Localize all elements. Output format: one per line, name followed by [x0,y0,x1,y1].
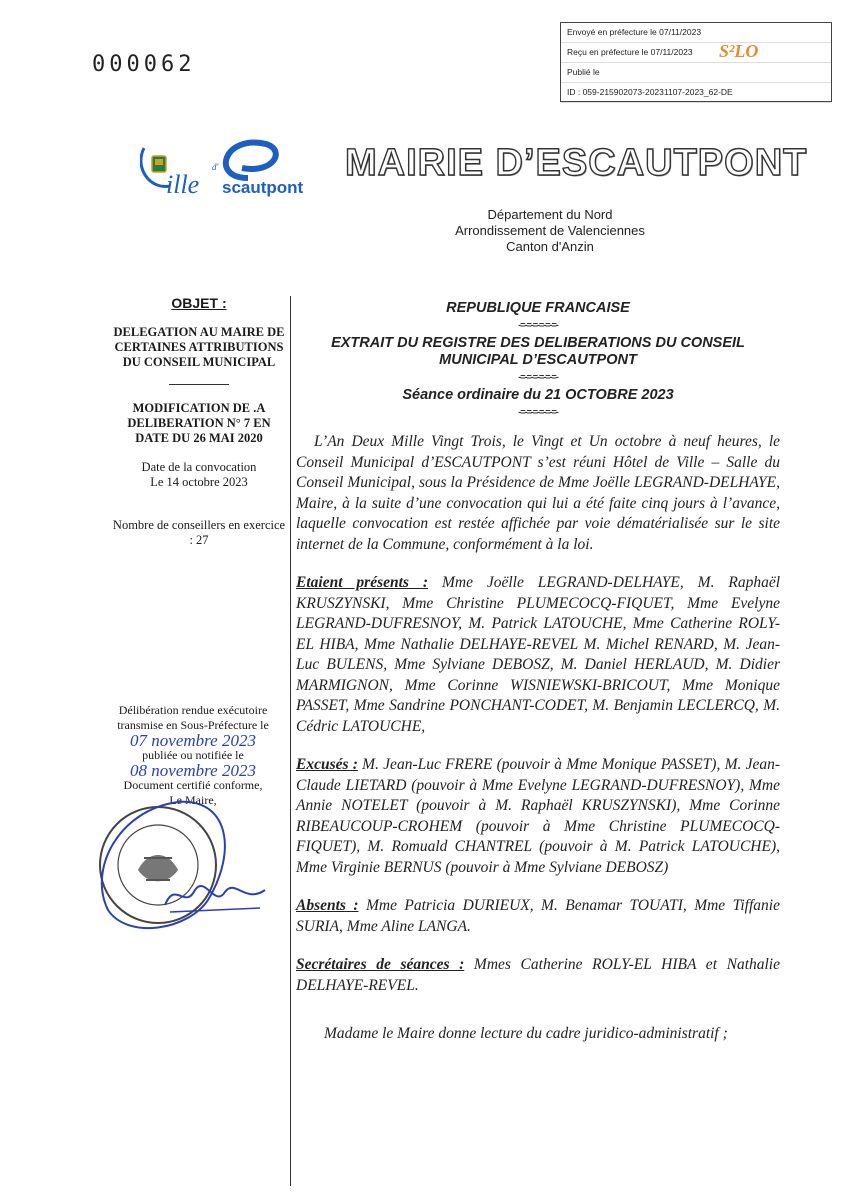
stamp-line-3: publiée ou notifiée le [142,748,244,762]
dept-line-3: Canton d'Anzin [506,239,594,254]
separator-3: -=-=-=-=-=-=- [518,407,558,417]
absents-text: Mme Patricia DURIEUX, M. Benamar TOUATI, Mme Tiffanie SURIA, Mme Aline LANGA. [296,897,780,935]
separator-1: -=-=-=-=-=-=- [518,320,558,330]
svg-text:ille: ille [166,170,200,199]
convocation-label: Date de la convocation [141,460,257,474]
intro-paragraph: L’An Deux Mille Vingt Trois, le Vingt et Un octobre à neuf heures, le Conseil Municipal d’ESCAUTPONT s’est réuni Hôtel de Ville – Salle du Conseil Municipal, sous la Présidence de Mme Joëlle LEGRAND-DELHAYE, Maire, à la suite d’une convocation qui lui a été faite cinq jours à l’avance, laquelle convocation est restée affichée par voie dématérialisée sur le site internet de la Commune, conformément à la loi. [296,433,780,553]
svg-text:d': d' [212,162,219,172]
extrait-heading: EXTRAIT DU REGISTRE DES DELIBERATIONS DU CONSEIL MUNICIPAL D’ESCAUTPONT [331,335,745,368]
secretaires-text: Mmes Catherine ROLY-EL HIBA et Nathalie DELHAYE-REVEL. [296,956,780,994]
left-separator [169,384,229,385]
closing-paragraph: Madame le Maire donne lecture du cadre juridico-administratif ; [324,1025,728,1042]
stamp-line-4: Document certifié conforme, [123,778,263,792]
secretaires-paragraph [296,955,780,996]
excuses-paragraph [296,755,780,878]
secretaires-label: Secrétaires de séances : [296,956,465,973]
department-block [420,207,680,255]
svg-text:scautpont: scautpont [222,178,304,197]
escautpont-logo [140,138,320,210]
objet-label: OBJET : [171,295,227,311]
republique-heading: REPUBLIQUE FRANCAISE [446,300,630,316]
dept-line-2: Arrondissement de Valenciennes [455,223,645,238]
stamp-received: Reçu en préfecture le 07/11/2023 [561,43,831,63]
stamp-line-1: Délibération rendue exécutoire [118,703,268,717]
seance-heading: Séance ordinaire du 21 OCTOBRE 2023 [402,387,674,403]
document-number: 000062 [92,52,196,77]
dept-line-1: Département du Nord [487,207,613,222]
presents-label: Etaient présents : [296,574,429,591]
handwritten-date-2: 08 novembre 2023 [130,761,256,780]
presents-text: Mme Joëlle LEGRAND-DELHAYE, M. Raphaël KRUSZYNSKI, Mme Christine PLUMECOCQ-FIQUET, Mme Evelyne LEGRAND-DUFRESNOY, M. Patrick LATOUCHE, Mme Catherine ROLY-EL HIBA, Mme Nathalie DELHAYE-REVEL M. Michel RENARD, M. Jean-Luc BULENS, Mme Sylviane DEBOSZ, M. Daniel HERLAUD, M. Didier MARMIGNON, Mme Corinne WISNIEWSKI-BRICOUT, Mme Monique PASSET, Mme Sandrine PONCHANT-CODET, M. Benjamin LECLERCQ, M. Cédric LATOUCHE, [296,574,781,735]
convocation-date: Le 14 octobre 2023 [150,475,248,489]
stamp-sent: Envoyé en préfecture le 07/11/2023 [561,23,831,43]
s2lo-logo: S²LO [719,41,759,61]
absents-paragraph [296,896,780,937]
stamp-id: ID : 059-215902073-20231107-2023_62-DE [561,83,831,103]
handwritten-date-1: 07 novembre 2023 [130,731,256,750]
absents-label: Absents : [296,897,359,914]
stamp-published: Publié le [561,63,831,83]
presents-paragraph [296,573,780,737]
prefecture-stamp [560,22,832,102]
stamp-line-2: transmise en Sous-Préfecture le [117,718,269,732]
right-column [296,300,780,1045]
left-column [110,296,288,548]
signature [160,870,270,920]
conseillers-text: Nombre de conseillers en exercice : 27 [112,518,286,547]
excuses-label: Excusés : [296,756,358,773]
stamp-line-5: Le Maire, [169,793,217,807]
modification-text: MODIFICATION DE .A DELIBERATION N° 7 EN DATE DU 26 MAI 2020 [127,401,271,445]
excuses-text: M. Jean-Luc FRERE (pouvoir à Mme Monique PASSET), M. Jean-Claude LIETARD (pouvoir à Mme Evelyne LEGRAND-DUFRESNOY), Mme Annie NOTELET (pouvoir à M. Raphaël KRUSZYNSKI), Mme Corinne RIBEAUCOUP-CROHEM (pouvoir à Mme Christine PLUMECOCQ-FIQUET), M. Romuald CHANTREL (pouvoir à M. Patrick LATOUCHE), Mme Virginie BERNUS (pouvoir à Mme Sylviane DEBOSZ) [296,756,781,876]
separator-2: -=-=-=-=-=-=- [518,372,558,382]
mairie-title: MAIRIE D’ESCAUTPONT [345,142,808,184]
objet-text: DELEGATION AU MAIRE DE CERTAINES ATTRIBUTIONS DU CONSEIL MUNICIPAL [113,325,285,369]
